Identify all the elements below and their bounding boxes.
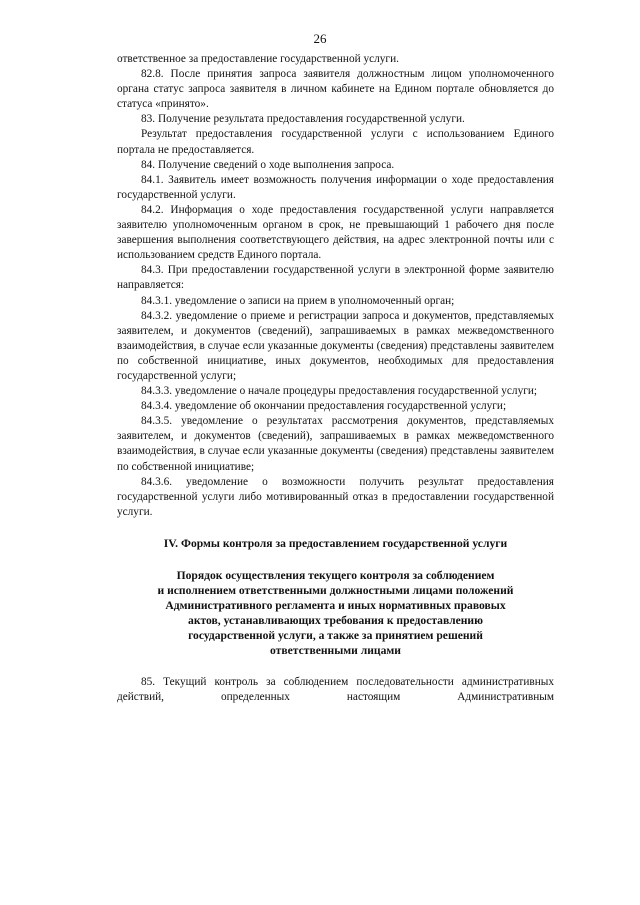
paragraph-84-2: 84.2. Информация о ходе предоставления государственной услуги направляется заявителю уполномоченным органом в срок, не превышающий 1 рабочего дня после завершения выполнения соответствующего действия, на адрес электронной почты или с использованием средств Единого портала. [117, 203, 554, 262]
subsection-heading-line: государственной услуги, а также за принятием решений [188, 628, 483, 642]
paragraph-84-1: 84.1. Заявитель имеет возможность получения информации о ходе предоставления государственной услуги. [117, 173, 554, 201]
paragraph-84-3-6: 84.3.6. уведомление о возможности получить результат предоставления государственной услуги либо мотивированный отказ в предоставлении государственной услуги. [117, 475, 554, 518]
paragraph-84-3: 84.3. При предоставлении государственной услуги в электронной форме заявителю направляется: [117, 264, 554, 292]
paragraph-84-3-3: 84.3.3. уведомление о начале процедуры предоставления государственной услуги; [141, 385, 538, 398]
page-number: 26 [313, 31, 327, 46]
paragraph-continuation: ответственное за предоставление государственной услуги. [117, 53, 399, 65]
subsection-heading-line: актов, устанавливающих требования к предоставлению [188, 613, 483, 627]
paragraph-82-8: 82.8. После принятия запроса заявителя должностным лицом уполномоченного органа статус запроса заявителя в личном кабинете на Едином портале обновляется до статуса «принято». [117, 68, 554, 111]
subsection-heading-line: ответственными лицами [270, 643, 401, 657]
paragraph-83-result: Результат предоставления государственной услуги с использованием Единого портала не предоставляется. [117, 128, 554, 156]
subsection-heading-line: Порядок осуществления текущего контроля за соблюдением [176, 568, 495, 582]
paragraph-85: 85. Текущий контроль за соблюдением последовательности административных действий, определенных настоящим Административным [117, 675, 554, 703]
section-heading: IV. Формы контроля за предоставлением государственной услуги [163, 536, 508, 550]
paragraph-84-3-5: 84.3.5. уведомление о результатах рассмотрения документов, представляемых заявителем, и документов (сведений), запрашиваемых в рамках межведомственного взаимодействия, в случае если указанные документы (сведения) представлены заявителем по собственной инициативе; [117, 415, 554, 473]
paragraph-84: 84. Получение сведений о ходе выполнения запроса. [141, 158, 395, 171]
document-body [117, 52, 554, 705]
paragraph-84-3-1: 84.3.1. уведомление о записи на прием в уполномоченный орган; [141, 294, 455, 307]
subsection-heading-line: Административного регламента и иных нормативных правовых [165, 598, 506, 612]
subsection-heading [117, 568, 554, 658]
paragraph-84-3-4: 84.3.4. уведомление об окончании предоставления государственной услуги; [141, 400, 507, 413]
subsection-heading-line: и исполнением ответственными должностными лицами положений [157, 583, 514, 597]
paragraph-84-3-2: 84.3.2. уведомление о приеме и регистрации запроса и документов, представляемых заявителем, и документов (сведений), запрашиваемых в рамках межведомственного взаимодействия, в случае если указанные документы (сведения) представлены заявителем по собственной инициативе, иных документов, необходимых для предоставления государственной услуги; [117, 309, 554, 382]
paragraph-83: 83. Получение результата предоставления государственной услуги. [141, 113, 465, 126]
